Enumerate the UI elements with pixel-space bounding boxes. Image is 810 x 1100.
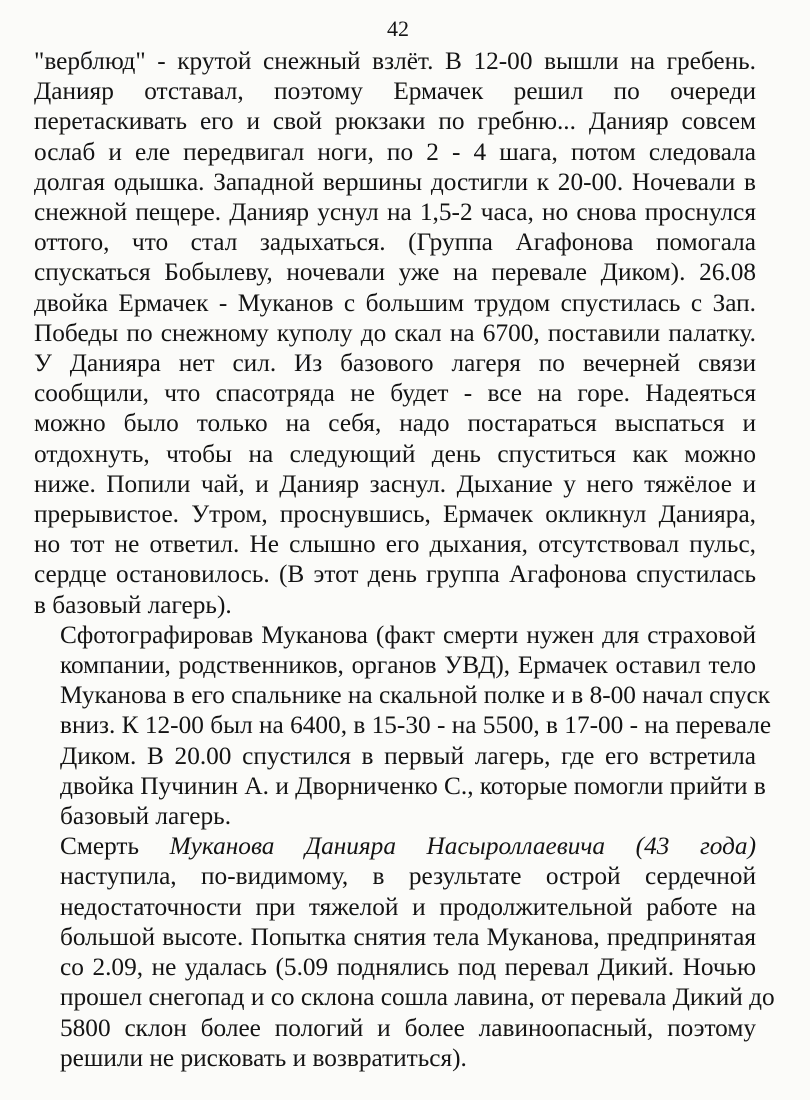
paragraph-line: Диком. В 20.00 спустился в первый лагерь, где его встретила — [60, 741, 756, 770]
paragraph-2 — [34, 620, 772, 831]
document-page — [34, 14, 775, 1073]
paragraph-line: "верблюд" - крутой снежный взлёт. В 12-00 вышли на гребень. — [34, 47, 756, 75]
paragraph-1 — [34, 46, 756, 620]
paragraph-line: У Данияра нет сил. Из базового лагеря по вечерней связи — [34, 349, 756, 378]
paragraph-line: перетаскивать его и свой рюкзаки по гребню... Данияр совсем — [34, 107, 756, 136]
paragraph-line: недостаточности при тяжелой и продолжительной работе на — [60, 892, 756, 921]
paragraph-line — [34, 831, 756, 861]
paragraph-line: ослаб и еле передвигал ноги, по 2 - 4 шага, потом следовала — [34, 137, 756, 166]
paragraph-line: оттого, что стал задыхаться. (Группа Агафонова помогала — [34, 228, 756, 257]
paragraph-line: прошел снегопад и со склона сошла лавина, от перевала Дикий до — [60, 983, 775, 1012]
paragraph-line: сообщили, что спасотряда не будет - все на горе. Надеяться — [34, 379, 756, 408]
paragraph-line: 5800 склон более пологий и более лавиноопасный, поэтому — [60, 1013, 756, 1042]
paragraph-line: отдохнуть, чтобы на следующий день спуститься как можно — [34, 439, 756, 468]
paragraph-line: решили не рисковать и возвратиться). — [60, 1043, 467, 1072]
paragraph-line: сердце остановилось. (В этот день группа Агафонова спустилась — [34, 560, 756, 589]
paragraph-line: компании, родственников, органов УВД), Ермачек оставил тело — [60, 651, 756, 680]
paragraph-3 — [34, 831, 775, 1073]
paragraph-line: прерывистое. Утром, проснувшись, Ермачек окликнул Данияра, — [34, 500, 756, 529]
paragraph-line: можно было только на себя, надо постараться выспаться и — [34, 409, 756, 438]
first-line-prefix: Смерть — [60, 832, 170, 861]
paragraph-line: вниз. К 12-00 был на 6400, в 15-30 - на 5500, в 17-00 - на перевале — [60, 711, 772, 740]
paragraph-line: в базовый лагерь). — [34, 590, 232, 619]
paragraph-line: Победы по снежному куполу до скал на 6700, поставили палатку. — [34, 318, 756, 347]
paragraph-line: Данияр отставал, поэтому Ермачек решил по очереди — [34, 77, 756, 106]
paragraph-line: Муканова в его спальнике на скальной полке и в 8-00 начал спуск — [60, 681, 771, 710]
paragraph-line: наступила, по-видимому, в результате острой сердечной — [60, 862, 756, 891]
paragraph-line: большой высоте. Попытка снятия тела Муканова, предпринятая — [60, 922, 756, 951]
paragraph-line: но тот не ответил. Не слышно его дыхания, отсутствовал пульс, — [34, 530, 756, 559]
paragraph-line: ниже. Попили чай, и Данияр заснул. Дыхание у него тяжёлое и — [34, 469, 756, 498]
paragraph-line: двойка Ермачек - Муканов с большим трудом спустилась с Зап. — [34, 288, 756, 317]
paragraph-line: двойка Пучинин А. и Дворниченко С., которые помогли прийти в — [60, 771, 766, 800]
deceased-name-italic: Муканова Данияра Насыроллаевича (43 года) — [169, 832, 756, 861]
page-number: 42 — [387, 16, 409, 41]
paragraph-line: долгая одышка. Западной вершины достигли к 20-00. Ночевали в — [34, 167, 756, 196]
paragraph-line: спускаться Бобылеву, ночевали уже на перевале Диком). 26.08 — [34, 258, 756, 287]
paragraph-line: снежной пещере. Данияр уснул на 1,5-2 часа, но снова проснулся — [34, 198, 756, 227]
paragraph-line: базовый лагерь. — [60, 802, 232, 831]
paragraph-line: Сфотографировав Муканова (факт смерти нужен для страховой — [60, 620, 756, 649]
paragraph-line: со 2.09, не удалась (5.09 поднялись под перевал Дикий. Ночью — [60, 953, 756, 982]
